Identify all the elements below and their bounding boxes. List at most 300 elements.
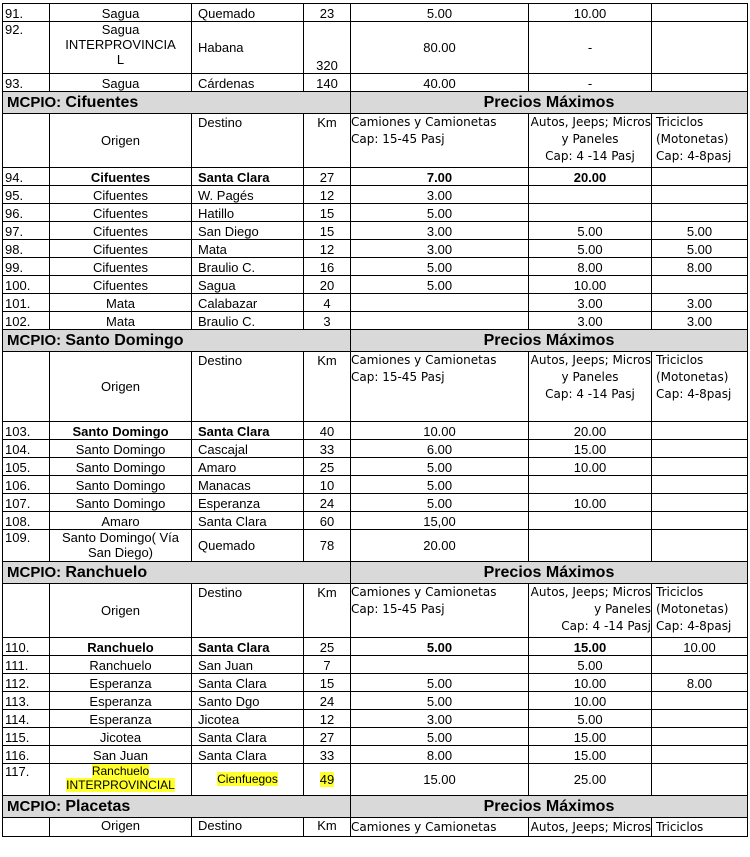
autos-price-cell: 5.00 (529, 222, 652, 240)
origin-cell: Ranchuelo (50, 656, 192, 674)
destination-cell: Sagua (192, 276, 304, 294)
number-header (3, 114, 50, 168)
header-line: Autos, Jeeps; Micros (530, 585, 651, 599)
camiones-price-cell: 5.00 (351, 728, 529, 746)
table-row (3, 204, 748, 222)
destination-cell: Santo Dgo (192, 692, 304, 710)
origin-cell: Cifuentes (50, 258, 192, 276)
row-number: 106. (3, 476, 50, 494)
camiones-price-cell: 5.00 (351, 674, 529, 692)
row-number: 99. (3, 258, 50, 276)
origin-cell (50, 22, 192, 74)
autos-price-cell (529, 530, 652, 562)
table-row (3, 4, 748, 22)
camiones-price-cell: 5.00 (351, 476, 529, 494)
origin-cell: Cifuentes (50, 276, 192, 294)
municipality-name: Ranchuelo (65, 564, 148, 581)
destination-cell: Braulio C. (192, 312, 304, 330)
camiones-price-cell: 5.00 (351, 494, 529, 512)
km-cell: 12 (304, 186, 351, 204)
origin-line: L (116, 52, 125, 67)
table-row (3, 692, 748, 710)
km-header: Km (304, 114, 351, 168)
triciclos-price-cell (652, 186, 748, 204)
table-row (3, 312, 748, 330)
section-title (3, 562, 351, 584)
origin-cell: Mata (50, 294, 192, 312)
autos-price-cell: 5.00 (529, 656, 652, 674)
row-number: 102. (3, 312, 50, 330)
origin-cell: Santo Domingo (50, 494, 192, 512)
camiones-price-cell: 3.00 (351, 186, 529, 204)
triciclos-price-cell (652, 440, 748, 458)
triciclos-price-cell (652, 530, 748, 562)
camiones-price-cell: 20.00 (351, 530, 529, 562)
autos-price-cell: 3.00 (529, 312, 652, 330)
origin-cell: Cifuentes (50, 204, 192, 222)
origin-header: Origen (50, 818, 192, 837)
origin-cell: Santo Domingo (50, 422, 192, 440)
table-row (3, 656, 748, 674)
km-cell: 40 (304, 422, 351, 440)
triciclos-price-cell (652, 710, 748, 728)
autos-header (529, 352, 652, 422)
table-row (3, 222, 748, 240)
header-line: Autos, Jeeps; Micros (530, 353, 651, 367)
destination-header: Destino (192, 584, 304, 638)
km-cell: 20 (304, 276, 351, 294)
section-title (3, 92, 351, 114)
row-number: 112. (3, 674, 50, 692)
autos-price-cell: 3.00 (529, 294, 652, 312)
header-line: Autos, Jeeps; Micros (530, 115, 651, 129)
table-row (3, 476, 748, 494)
km-cell: 24 (304, 692, 351, 710)
km-cell: 24 (304, 494, 351, 512)
origin-cell: Sagua (50, 74, 192, 92)
row-number: 95. (3, 186, 50, 204)
destination-cell: Mata (192, 240, 304, 258)
origin-cell: Cifuentes (50, 168, 192, 186)
section-header-placetas (3, 796, 748, 818)
header-line: Cap: 15-45 Pasj (351, 370, 445, 384)
max-prices-title: Precios Máximos (351, 330, 748, 352)
mcpio-prefix: MCPIO: (7, 798, 66, 815)
camiones-header: Camiones y Camionetas (351, 818, 529, 837)
destination-cell: Cárdenas (192, 74, 304, 92)
km-cell: 10 (304, 476, 351, 494)
number-header (3, 818, 50, 837)
table-row (3, 74, 748, 92)
destination-cell: Quemado (192, 4, 304, 22)
header-line: Cap: 15-45 Pasj (351, 132, 445, 146)
camiones-price-cell: 7.00 (351, 168, 529, 186)
header-line: (Motonetas) (656, 602, 729, 616)
triciclos-price-cell (652, 494, 748, 512)
origin-cell: Cifuentes (50, 240, 192, 258)
origin-cell: Mata (50, 312, 192, 330)
triciclos-price-cell (652, 204, 748, 222)
autos-price-cell: - (529, 22, 652, 74)
row-number: 101. (3, 294, 50, 312)
triciclos-price-cell: 3.00 (652, 312, 748, 330)
km-cell: 140 (304, 74, 351, 92)
origin-cell: Cifuentes (50, 222, 192, 240)
origin-cell: Sagua (50, 4, 192, 22)
autos-price-cell (529, 204, 652, 222)
destination-header: Destino (192, 114, 304, 168)
triciclos-price-cell (652, 746, 748, 764)
header-line: y Paneles (594, 602, 651, 616)
autos-price-cell: 10.00 (529, 4, 652, 22)
table-row (3, 240, 748, 258)
autos-header: Autos, Jeeps; Micros (529, 818, 652, 837)
triciclos-price-cell: 10.00 (652, 638, 748, 656)
header-line: Triciclos (656, 115, 704, 129)
autos-price-cell: 10.00 (529, 458, 652, 476)
km-cell: 16 (304, 258, 351, 276)
municipality-name: Santo Domingo (65, 332, 184, 349)
destination-cell: W. Pagés (192, 186, 304, 204)
autos-price-cell: 10.00 (529, 692, 652, 710)
triciclos-price-cell (652, 728, 748, 746)
origin-cell: Ranchuelo (50, 638, 192, 656)
row-number: 108. (3, 512, 50, 530)
destination-cell: Quemado (192, 530, 304, 562)
origin-header: Origen (50, 114, 192, 168)
autos-price-cell: 20.00 (529, 422, 652, 440)
header-line: Cap: 4 -14 Pasj (545, 387, 635, 401)
km-cell: 27 (304, 728, 351, 746)
destination-cell: Santa Clara (192, 638, 304, 656)
km-cell: 320 (304, 22, 351, 74)
triciclos-price-cell: 3.00 (652, 294, 748, 312)
autos-price-cell: - (529, 74, 652, 92)
camiones-price-cell: 15.00 (351, 764, 529, 796)
km-cell: 4 (304, 294, 351, 312)
column-header-row (3, 818, 748, 837)
header-line: Cap: 15-45 Pasj (351, 602, 445, 616)
origin-cell: Santo Domingo (50, 458, 192, 476)
header-line: Cap: 4-8pasj (656, 387, 732, 401)
header-line: Cap: 4 -14 Pasj (545, 149, 635, 163)
origin-line-highlighted: INTERPROVINCIAL (66, 778, 175, 792)
camiones-price-cell: 80.00 (351, 22, 529, 74)
autos-price-cell: 10.00 (529, 276, 652, 294)
header-line: (Motonetas) (656, 132, 729, 146)
row-number: 115. (3, 728, 50, 746)
autos-price-cell: 10.00 (529, 674, 652, 692)
triciclos-price-cell (652, 458, 748, 476)
destination-cell: Santa Clara (192, 512, 304, 530)
camiones-price-cell: 3.00 (351, 240, 529, 258)
number-header (3, 584, 50, 638)
destination-cell: Santa Clara (192, 728, 304, 746)
triciclos-price-cell (652, 168, 748, 186)
header-line: y Paneles (561, 132, 619, 146)
triciclos-header (652, 584, 748, 638)
table-row (3, 638, 748, 656)
tariff-table (2, 3, 748, 837)
triciclos-header: Triciclos (652, 818, 748, 837)
municipality-name: Placetas (65, 798, 131, 815)
origin-header: Origen (50, 584, 192, 638)
destination-header: Destino (192, 818, 304, 837)
row-number: 93. (3, 74, 50, 92)
table-row (3, 764, 748, 796)
km-cell (304, 764, 351, 796)
destination-cell: San Juan (192, 656, 304, 674)
km-cell: 15 (304, 204, 351, 222)
km-cell: 15 (304, 674, 351, 692)
camiones-price-cell: 5.00 (351, 692, 529, 710)
table-row (3, 728, 748, 746)
triciclos-price-cell: 8.00 (652, 258, 748, 276)
header-line: Triciclos (656, 353, 704, 367)
triciclos-price-cell (652, 276, 748, 294)
camiones-price-cell: 5.00 (351, 4, 529, 22)
section-header-santo-domingo (3, 330, 748, 352)
column-header-row (3, 584, 748, 638)
origin-cell: Esperanza (50, 710, 192, 728)
destination-cell: Esperanza (192, 494, 304, 512)
origin-line: Sagua (101, 22, 140, 37)
tariff-table-page (2, 3, 747, 837)
origin-cell: Santo Domingo (50, 440, 192, 458)
origin-cell: Santo Domingo (50, 476, 192, 494)
column-header-row (3, 114, 748, 168)
camiones-price-cell: 6.00 (351, 440, 529, 458)
header-line: Triciclos (656, 585, 704, 599)
section-title (3, 330, 351, 352)
mcpio-prefix: MCPIO: (7, 94, 66, 111)
triciclos-price-cell: 5.00 (652, 240, 748, 258)
km-header: Km (304, 352, 351, 422)
autos-price-cell: 15.00 (529, 728, 652, 746)
destination-cell: Cascajal (192, 440, 304, 458)
table-row (3, 458, 748, 476)
table-row (3, 422, 748, 440)
autos-price-cell: 5.00 (529, 710, 652, 728)
triciclos-price-cell (652, 512, 748, 530)
row-number: 91. (3, 4, 50, 22)
origin-cell: Cifuentes (50, 186, 192, 204)
column-header-row (3, 352, 748, 422)
km-cell: 33 (304, 440, 351, 458)
row-number: 104. (3, 440, 50, 458)
km-cell: 25 (304, 638, 351, 656)
autos-price-cell: 15.00 (529, 440, 652, 458)
number-header (3, 352, 50, 422)
origin-cell: Esperanza (50, 674, 192, 692)
destination-cell: Santa Clara (192, 422, 304, 440)
destination-cell: San Diego (192, 222, 304, 240)
header-line: Camiones y Camionetas (351, 115, 497, 129)
table-row (3, 22, 748, 74)
origin-line: San Diego) (87, 545, 154, 560)
km-cell: 27 (304, 168, 351, 186)
triciclos-price-cell (652, 74, 748, 92)
destination-cell: Calabazar (192, 294, 304, 312)
header-line: Cap: 4-8pasj (656, 149, 732, 163)
autos-price-cell: 5.00 (529, 240, 652, 258)
table-row (3, 674, 748, 692)
triciclos-price-cell (652, 656, 748, 674)
camiones-header (351, 352, 529, 422)
origin-cell (50, 764, 192, 796)
camiones-price-cell (351, 656, 529, 674)
autos-header (529, 114, 652, 168)
camiones-price-cell: 5.00 (351, 258, 529, 276)
km-header: Km (304, 818, 351, 837)
row-number: 105. (3, 458, 50, 476)
destination-cell: Jicotea (192, 710, 304, 728)
km-cell: 60 (304, 512, 351, 530)
section-header-cifuentes (3, 92, 748, 114)
origin-cell (50, 530, 192, 562)
triciclos-price-cell (652, 764, 748, 796)
km-highlighted: 49 (319, 772, 335, 787)
header-line: (Motonetas) (656, 370, 729, 384)
table-row (3, 294, 748, 312)
origin-cell: Jicotea (50, 728, 192, 746)
autos-price-cell: 20.00 (529, 168, 652, 186)
autos-price-cell: 15.00 (529, 746, 652, 764)
km-cell: 7 (304, 656, 351, 674)
header-line: y Paneles (561, 370, 619, 384)
origin-line: INTERPROVINCIA (65, 37, 176, 52)
destination-cell: Braulio C. (192, 258, 304, 276)
autos-price-cell (529, 512, 652, 530)
section-title (3, 796, 351, 818)
triciclos-price-cell (652, 422, 748, 440)
destination-cell: Santa Clara (192, 746, 304, 764)
km-cell: 25 (304, 458, 351, 476)
destination-cell: Manacas (192, 476, 304, 494)
km-cell: 15 (304, 222, 351, 240)
camiones-price-cell: 5.00 (351, 638, 529, 656)
camiones-price-cell: 5.00 (351, 458, 529, 476)
triciclos-price-cell: 8.00 (652, 674, 748, 692)
row-number: 109. (3, 530, 50, 562)
origin-header: Origen (50, 352, 192, 422)
km-cell: 3 (304, 312, 351, 330)
autos-price-cell: 25.00 (529, 764, 652, 796)
km-cell: 33 (304, 746, 351, 764)
row-number: 117. (3, 764, 50, 796)
destination-cell (192, 764, 304, 796)
table-row (3, 440, 748, 458)
triciclos-price-cell (652, 22, 748, 74)
camiones-price-cell: 15,00 (351, 512, 529, 530)
row-number: 113. (3, 692, 50, 710)
max-prices-title: Precios Máximos (351, 796, 748, 818)
max-prices-title: Precios Máximos (351, 92, 748, 114)
row-number: 94. (3, 168, 50, 186)
table-row (3, 186, 748, 204)
table-row (3, 168, 748, 186)
camiones-price-cell: 40.00 (351, 74, 529, 92)
destination-highlighted: Cienfuegos (217, 772, 278, 786)
autos-price-cell: 10.00 (529, 494, 652, 512)
km-cell: 78 (304, 530, 351, 562)
row-number: 96. (3, 204, 50, 222)
row-number: 110. (3, 638, 50, 656)
autos-price-cell (529, 186, 652, 204)
camiones-price-cell: 8.00 (351, 746, 529, 764)
row-number: 114. (3, 710, 50, 728)
table-row (3, 746, 748, 764)
mcpio-prefix: MCPIO: (7, 332, 66, 349)
destination-cell: Santa Clara (192, 168, 304, 186)
header-line: Cap: 4 -14 Pasj (561, 619, 651, 633)
row-number: 92. (3, 22, 50, 74)
triciclos-price-cell (652, 476, 748, 494)
camiones-price-cell: 3.00 (351, 222, 529, 240)
row-number: 116. (3, 746, 50, 764)
header-line: Camiones y Camionetas (351, 353, 497, 367)
camiones-header (351, 584, 529, 638)
table-row (3, 494, 748, 512)
row-number: 111. (3, 656, 50, 674)
destination-cell: Hatillo (192, 204, 304, 222)
row-number: 103. (3, 422, 50, 440)
camiones-price-cell: 10.00 (351, 422, 529, 440)
autos-price-cell (529, 476, 652, 494)
km-cell: 12 (304, 710, 351, 728)
table-row (3, 530, 748, 562)
table-row (3, 710, 748, 728)
triciclos-header (652, 352, 748, 422)
mcpio-prefix: MCPIO: (7, 564, 66, 581)
row-number: 97. (3, 222, 50, 240)
municipality-name: Cifuentes (65, 94, 139, 111)
camiones-price-cell: 5.00 (351, 276, 529, 294)
table-row (3, 258, 748, 276)
origin-line-highlighted: Ranchuelo (91, 764, 150, 778)
origin-cell: San Juan (50, 746, 192, 764)
camiones-price-cell: 5.00 (351, 204, 529, 222)
table-row (3, 512, 748, 530)
destination-cell: Santa Clara (192, 674, 304, 692)
origin-cell: Amaro (50, 512, 192, 530)
origin-cell: Esperanza (50, 692, 192, 710)
row-number: 100. (3, 276, 50, 294)
table-row (3, 276, 748, 294)
triciclos-header (652, 114, 748, 168)
autos-price-cell: 8.00 (529, 258, 652, 276)
autos-header (529, 584, 652, 638)
autos-price-cell: 15.00 (529, 638, 652, 656)
max-prices-title: Precios Máximos (351, 562, 748, 584)
origin-line: Santo Domingo( Vía (61, 530, 180, 545)
destination-cell: Amaro (192, 458, 304, 476)
camiones-price-cell (351, 294, 529, 312)
camiones-price-cell (351, 312, 529, 330)
header-line: Camiones y Camionetas (351, 585, 497, 599)
header-line: Cap: 4-8pasj (656, 619, 732, 633)
km-cell: 12 (304, 240, 351, 258)
camiones-header (351, 114, 529, 168)
triciclos-price-cell: 5.00 (652, 222, 748, 240)
destination-header: Destino (192, 352, 304, 422)
camiones-price-cell: 3.00 (351, 710, 529, 728)
triciclos-price-cell (652, 4, 748, 22)
row-number: 107. (3, 494, 50, 512)
triciclos-price-cell (652, 692, 748, 710)
destination-cell: Habana (192, 22, 304, 74)
km-cell: 23 (304, 4, 351, 22)
